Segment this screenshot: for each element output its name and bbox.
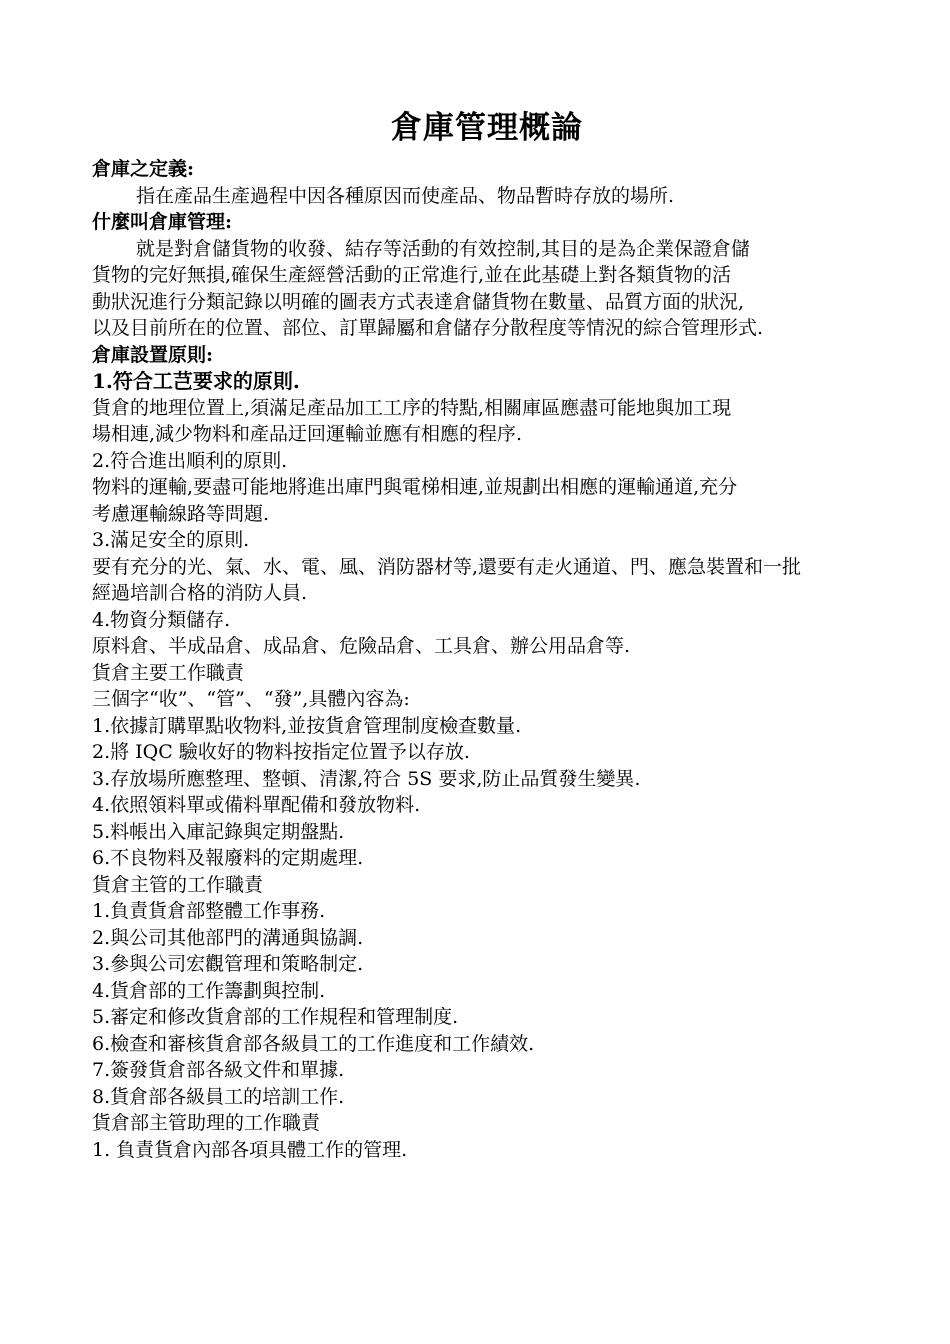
text-line: 3.滿足安全的原則.	[92, 529, 250, 551]
text-line: 1.依據訂購單點收物料,並按貨倉管理制度檢查數量.	[92, 714, 522, 737]
text-line: 2.與公司其他部門的溝通與協調.	[92, 926, 364, 949]
text-line: 貨倉主要工作職責	[92, 661, 245, 684]
text-line: 要有充分的光、氣、水、電、風、消防器材等,還要有走火通道、門、應急裝置和一批	[92, 555, 802, 578]
section-heading: 什麼叫倉庫管理:	[92, 211, 233, 233]
document-page	[92, 100, 882, 1163]
text-line: 3.參與公司宏觀管理和策略制定.	[92, 953, 364, 975]
text-line: 動狀況進行分類記錄以明確的圖表方式表達倉儲貨物在數量、品質方面的狀況,	[92, 290, 745, 313]
text-line: 6.檢查和審核貨倉部各級員工的工作進度和工作績效.	[92, 1032, 535, 1055]
text-line: 貨倉主管的工作職責	[92, 873, 264, 896]
paragraph-first-line: 就是對倉儲貨物的收發、結存等活動的有效控制,其目的是為企業保證倉儲	[136, 237, 751, 260]
text-line: 經過培訓合格的消防人員.	[92, 582, 308, 604]
section-heading: 倉庫之定義:	[92, 158, 195, 180]
section-heading: 倉庫設置原則:	[92, 343, 214, 366]
text-line: 4.依照領料單或備料單配備和發放物料.	[92, 794, 421, 816]
section-heading: 1.符合工芑要求的原則.	[92, 369, 300, 393]
text-line: 5.審定和修改貨倉部的工作規程和管理制度.	[92, 1006, 459, 1028]
text-line: 4.貨倉部的工作籌劃與控制.	[92, 979, 326, 1002]
text-line: 貨倉部主管助理的工作職責	[92, 1112, 321, 1134]
text-line: 以及目前所在的位置、部位、訂單歸屬和倉儲存分散程度等情況的綜合管理形式.	[92, 317, 764, 339]
text-line: 1.負責貨倉部整體工作事務.	[92, 900, 326, 922]
paragraph-first-line: 指在產品生產過程中因各種原因而使產品、物品暫時存放的場所.	[136, 184, 675, 207]
document-body	[92, 156, 882, 1163]
text-line: 貨倉的地理位置上,須滿足產品加工工序的特點,相關庫區應盡可能地與加工現	[92, 396, 732, 419]
text-line: 2.將 IQC 驗收好的物料按指定位置予以存放.	[92, 741, 470, 763]
text-line: 考慮運輸線路等問題.	[92, 502, 270, 525]
text-line: 三個字“收”、“管”、“發”,具體內容為:	[92, 688, 410, 710]
text-line: 2.符合進出順利的原則.	[92, 449, 288, 472]
text-line: 場相連,減少物料和產品迂回運輸並應有相應的程序.	[92, 423, 523, 445]
text-line: 貨物的完好無損,確保生產經營活動的正常進行,並在此基礎上對各類貨物的活	[92, 264, 732, 286]
document-title: 倉庫管理概論	[391, 110, 583, 146]
text-line: 物料的運輸,要盡可能地將進出庫門與電梯相連,並規劃出相應的運輸通道,充分	[92, 476, 738, 498]
text-line: 1. 負責貨倉內部各項具體工作的管理.	[92, 1138, 408, 1161]
text-line: 4.物資分類儲存.	[92, 608, 231, 631]
text-line: 原料倉、半成品倉、成品倉、危險品倉、工具倉、辦公用品倉等.	[92, 635, 631, 657]
text-line: 6.不良物料及報廢料的定期處理.	[92, 847, 364, 869]
text-line: 3.存放場所應整理、整頓、清潔,符合 5S 要求,防止品質發生變異.	[92, 767, 641, 790]
text-line: 8.貨倉部各級員工的培訓工作.	[92, 1085, 345, 1108]
text-line: 5.料帳出入庫記錄與定期盤點.	[92, 820, 345, 843]
text-line: 7.簽發貨倉部各級文件和單據.	[92, 1059, 345, 1081]
